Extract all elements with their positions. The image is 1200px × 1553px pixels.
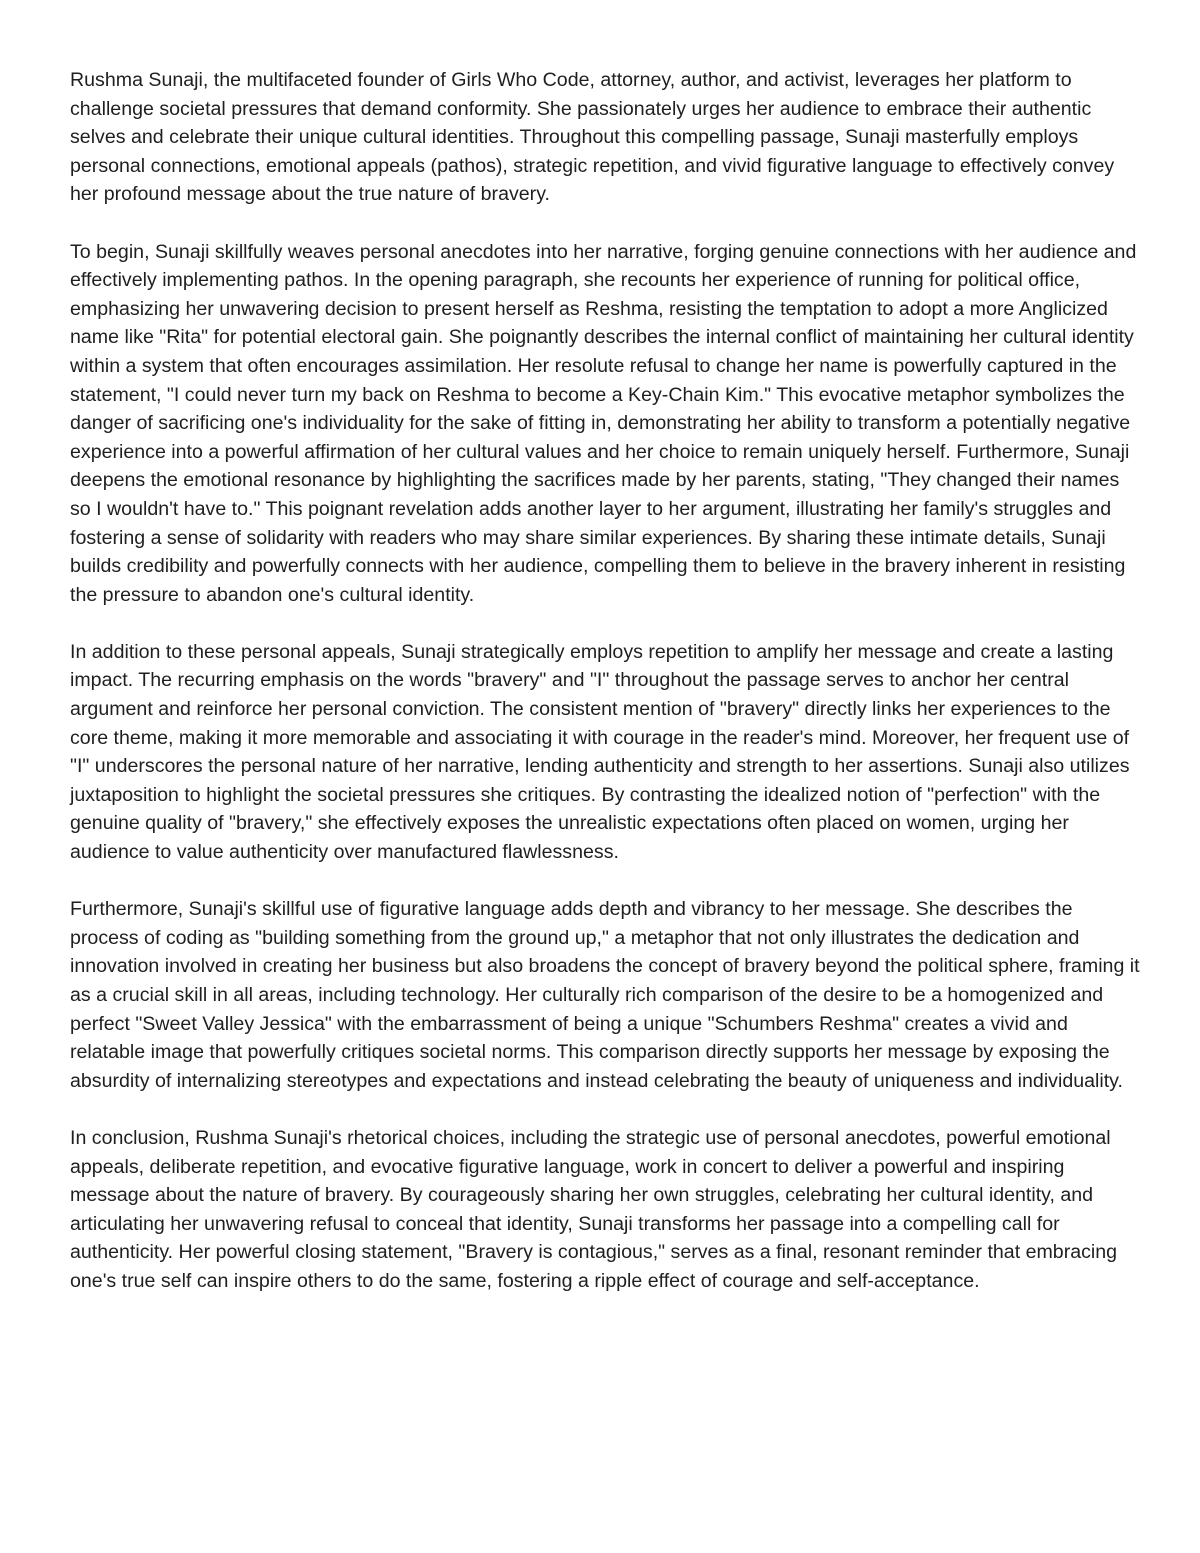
paragraph-conclusion: In conclusion, Rushma Sunaji's rhetorical choices, including the strategic use of personal anecdotes, powerful emotional appeals, deliberate repetition, and evocative figurative language, work in concert to deliver a powerful and inspiring message about the nature of bravery. By courageously sharing her own struggles, celebrating her cultural identity, and articulating her unwavering refusal to conceal that identity, Sunaji transforms her passage into a compelling call for authenticity. Her powerful closing statement, "Bravery is contagious," serves as a final, resonant reminder that embracing one's true self can inspire others to do the same, fostering a ripple effect of courage and self-acceptance.: [70, 1126, 1118, 1292]
paragraph-repetition: In addition to these personal appeals, Sunaji strategically employs repetition to amplify her message and create a lasting impact. The recurring emphasis on the words "bravery" and "I" throughout the passage serves to anchor her central argument and reinforce her personal conviction. The consistent mention of "bravery" directly links her experiences to the core theme, making it more memorable and associating it with courage in the reader's mind. Moreover, her frequent use of "I" underscores the personal nature of her narrative, lending authenticity and strength to her assertions. Sunaji also utilizes juxtaposition to highlight the societal pressures she critiques. By contrasting the idealized notion of "perfection" with the genuine quality of "bravery," she effectively exposes the unrealistic expectations often placed on women, urging her audience to value authenticity over manufactured flawlessness.: [70, 640, 1130, 864]
document-page: [70, 66, 1140, 1296]
paragraph-introduction: Rushma Sunaji, the multifaceted founder of Girls Who Code, attorney, author, and activist, leverages her platform to challenge societal pressures that demand conformity. She passionately urges her audience to embrace their authentic selves and celebrate their unique cultural identities. Throughout this compelling passage, Sunaji masterfully employs personal connections, emotional appeals (pathos), strategic repetition, and vivid figurative language to effectively convey her profound message about the true nature of bravery.: [70, 69, 1115, 206]
paragraph-figurative-language: Furthermore, Sunaji's skillful use of figurative language adds depth and vibrancy to her message. She describes the process of coding as "building something from the ground up," a metaphor that not only illustrates the dedication and innovation involved in creating her business but also broadens the concept of bravery beyond the political sphere, framing it as a crucial skill in all areas, including technology. Her culturally rich comparison of the desire to be a homogenized and perfect "Sweet Valley Jessica" with the embarrassment of being a unique "Schumbers Reshma" creates a vivid and relatable image that powerfully critiques societal norms. This comparison directly supports her message by exposing the absurdity of internalizing stereotypes and expectations and instead celebrating the beauty of uniqueness and individuality.: [70, 898, 1140, 1092]
paragraph-personal-anecdotes: To begin, Sunaji skillfully weaves personal anecdotes into her narrative, forging genuine connections with her audience and effectively implementing pathos. In the opening paragraph, she recounts her experience of running for political office, emphasizing her unwavering decision to present herself as Reshma, resisting the temptation to adopt a more Anglicized name like "Rita" for potential electoral gain. She poignantly describes the internal conflict of maintaining her cultural identity within a system that often encourages assimilation. Her resolute refusal to change her name is powerfully captured in the statement, "I could never turn my back on Reshma to become a Key-Chain Kim." This evocative metaphor symbolizes the danger of sacrificing one's individuality for the sake of fitting in, demonstrating her ability to transform a potentially negative experience into a powerful affirmation of her cultural values and her choice to remain uniquely herself. Furthermore, Sunaji deepens the emotional resonance by highlighting the sacrifices made by her parents, stating, "They changed their names so I wouldn't have to." This poignant revelation adds another layer to her argument, illustrating her family's struggles and fostering a sense of solidarity with readers who may share similar experiences. By sharing these intimate details, Sunaji builds credibility and powerfully connects with her audience, compelling them to believe in the bravery inherent in resisting the pressure to abandon one's cultural identity.: [70, 240, 1137, 606]
